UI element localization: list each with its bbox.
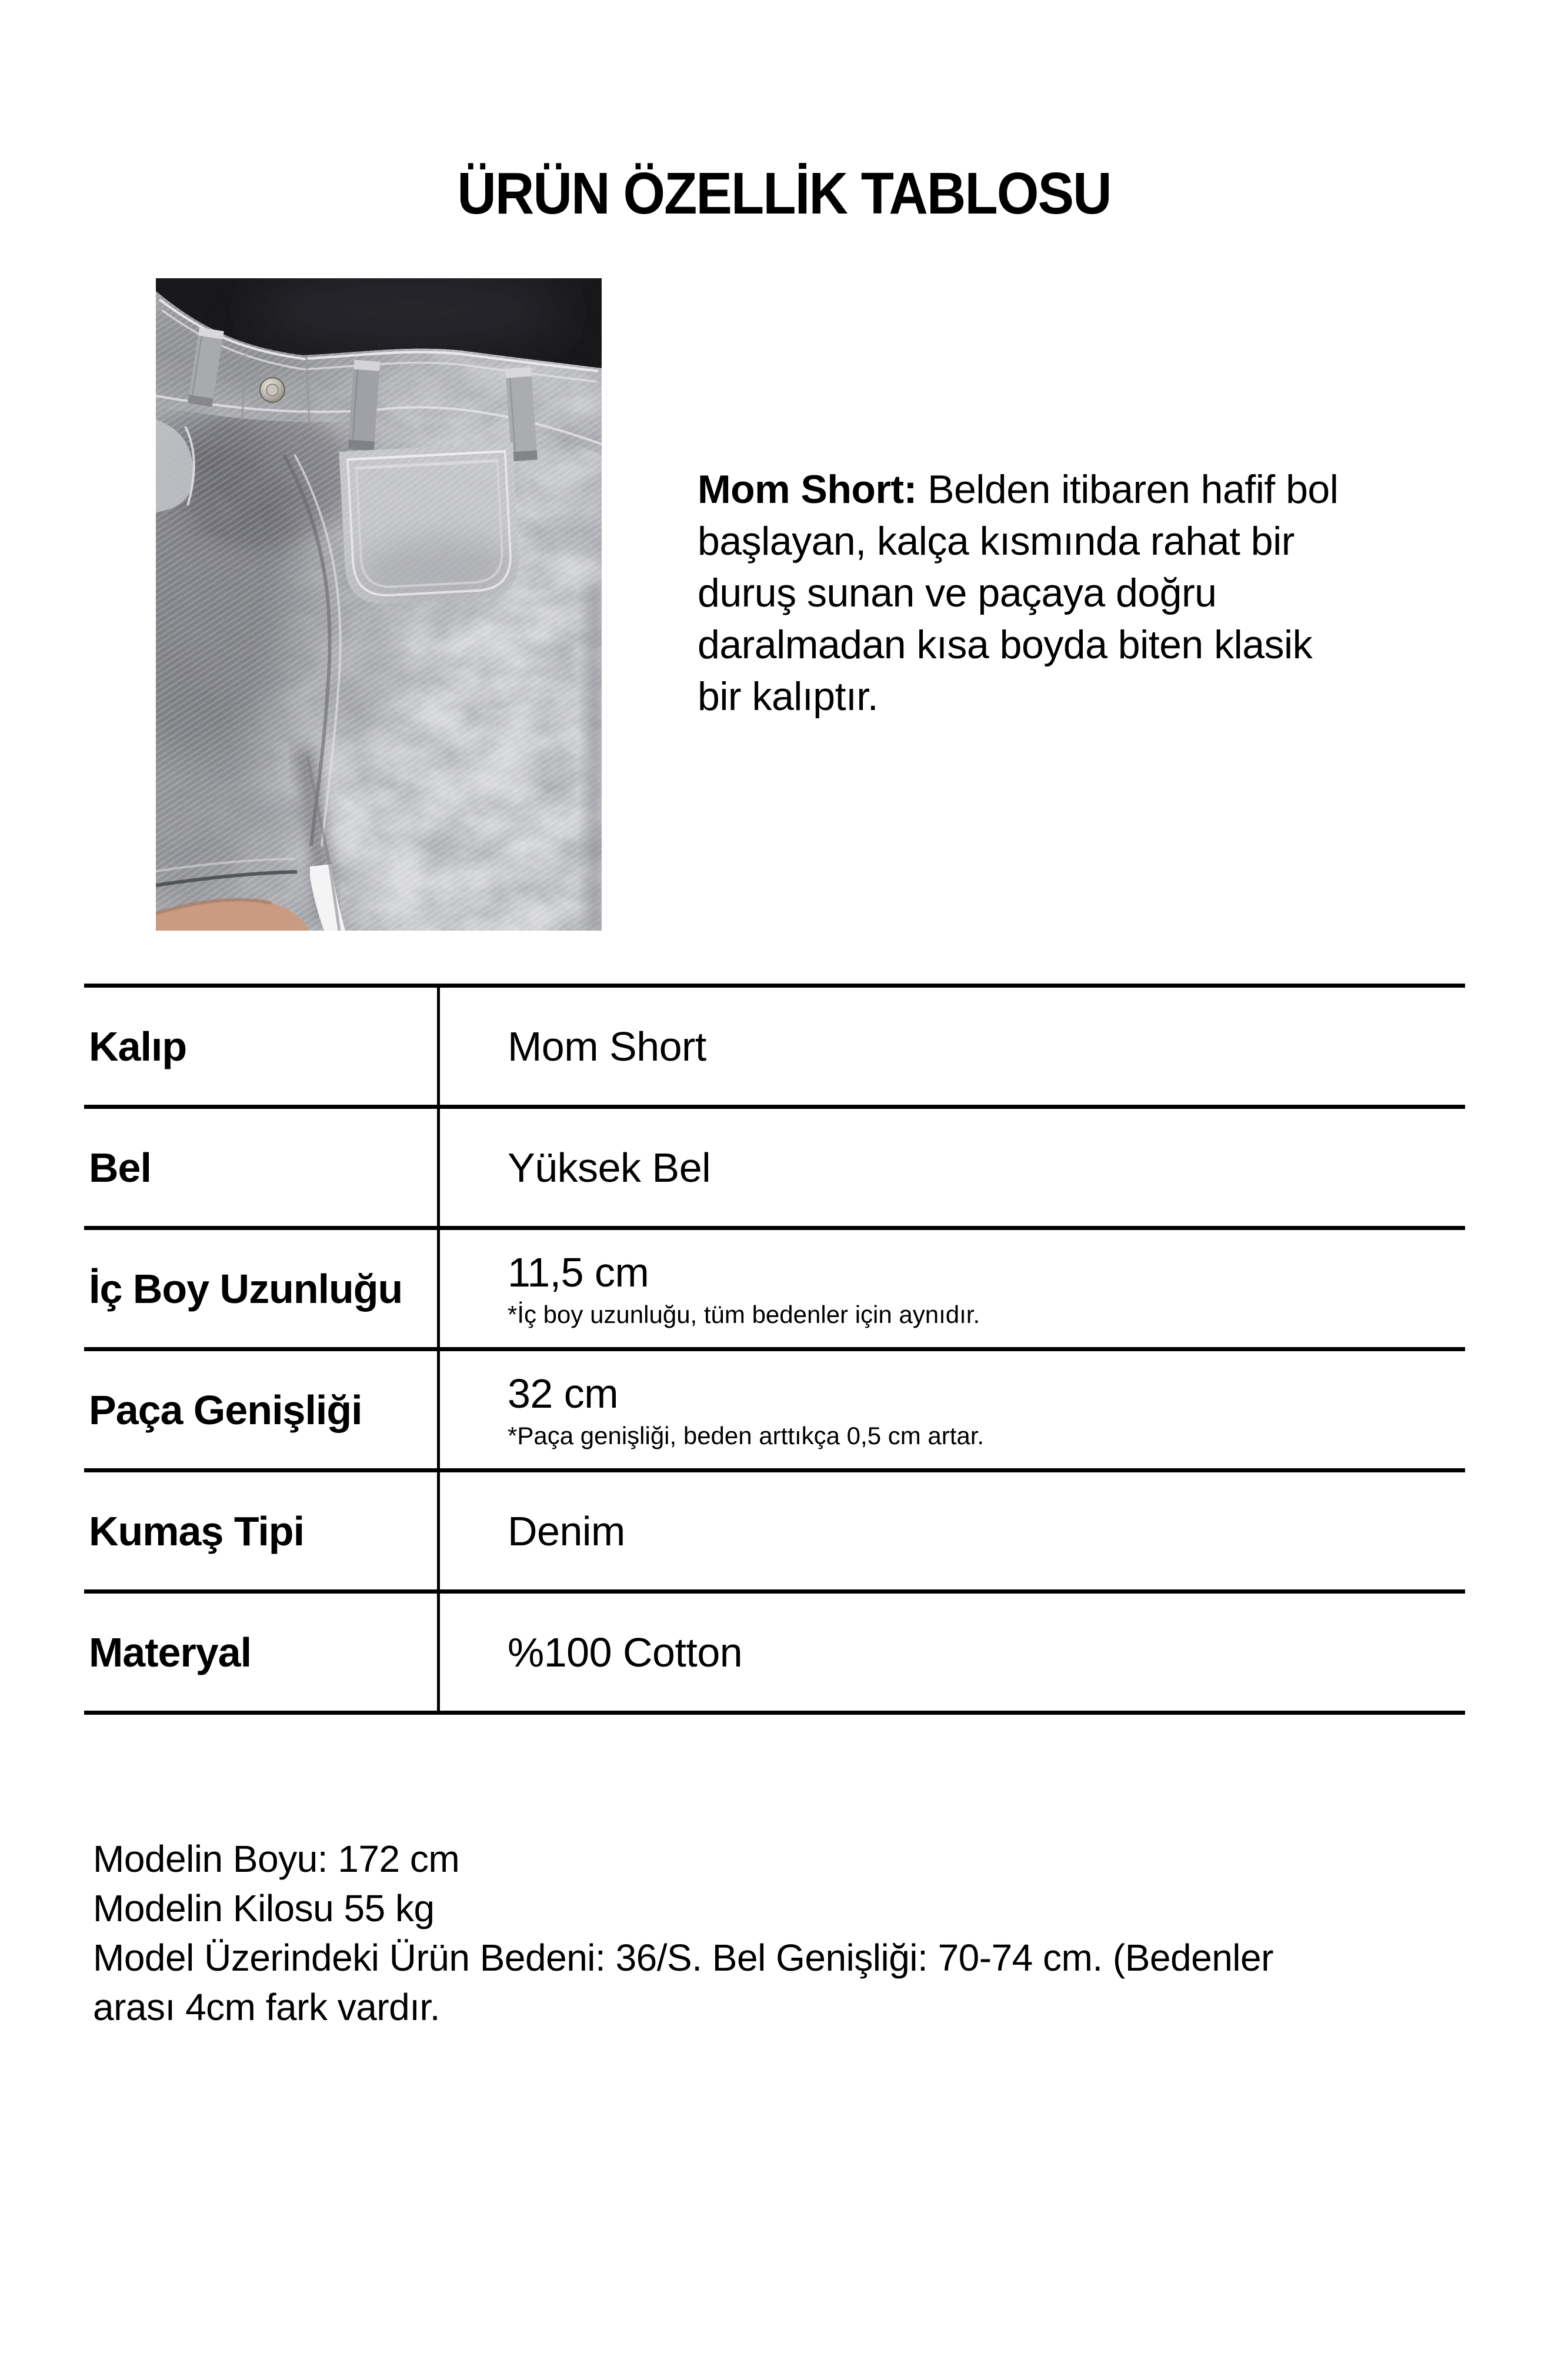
- row-note: *İç boy uzunluğu, tüm bedenler için aynıdır.: [508, 1300, 980, 1328]
- row-label: Bel: [84, 1109, 440, 1226]
- table-row: [84, 1351, 1465, 1472]
- row-value: %100 Cotton: [508, 1629, 743, 1675]
- model-info-line: Modelin Boyu: 172 cm: [93, 1838, 460, 1880]
- table-row: [84, 1472, 1465, 1594]
- row-label: Kumaş Tipi: [84, 1472, 440, 1589]
- description-lead: Mom Short:: [698, 467, 917, 512]
- product-photo: [156, 278, 602, 931]
- spec-table: [84, 984, 1465, 1715]
- model-info-line: arası 4cm fark vardır.: [93, 1986, 441, 2028]
- row-label: Materyal: [84, 1594, 440, 1711]
- row-value: 11,5 cm: [508, 1249, 649, 1295]
- denim-shorts-illustration: [156, 278, 602, 931]
- row-value: Denim: [508, 1508, 625, 1554]
- model-info-line: Model Üzerindeki Ürün Bedeni: 36/S. Bel Genişliği: 70-74 cm. (Bedenler: [93, 1937, 1273, 1979]
- photo-grain: [156, 278, 602, 931]
- row-value: 32 cm: [508, 1370, 619, 1417]
- table-row: [84, 1230, 1465, 1351]
- description-line: duruş sunan ve paçaya doğru: [698, 571, 1217, 615]
- page-title: ÜRÜN ÖZELLİK TABLOSU: [457, 161, 1111, 226]
- row-note: *Paça genişliği, beden arttıkça 0,5 cm artar.: [508, 1421, 985, 1449]
- table-row: [84, 1109, 1465, 1230]
- row-label: İç Boy Uzunluğu: [84, 1230, 440, 1347]
- row-value: Yüksek Bel: [508, 1144, 711, 1191]
- table-row: [84, 1594, 1465, 1715]
- row-value: Mom Short: [508, 1023, 706, 1069]
- row-label: Kalıp: [84, 988, 440, 1105]
- table-row: [84, 988, 1465, 1109]
- description-line: başlayan, kalça kısmında rahat bir: [698, 519, 1295, 564]
- description-line: bir kalıptır.: [698, 674, 879, 719]
- model-info-line: Modelin Kilosu 55 kg: [93, 1887, 435, 1929]
- description-line: Mom Short: Belden itibaren hafif bol: [698, 467, 1339, 512]
- description-line: daralmadan kısa boyda biten klasik: [698, 622, 1313, 667]
- model-info: [93, 1834, 1516, 2032]
- product-description: [698, 464, 1521, 722]
- row-label: Paça Genişliği: [84, 1351, 440, 1468]
